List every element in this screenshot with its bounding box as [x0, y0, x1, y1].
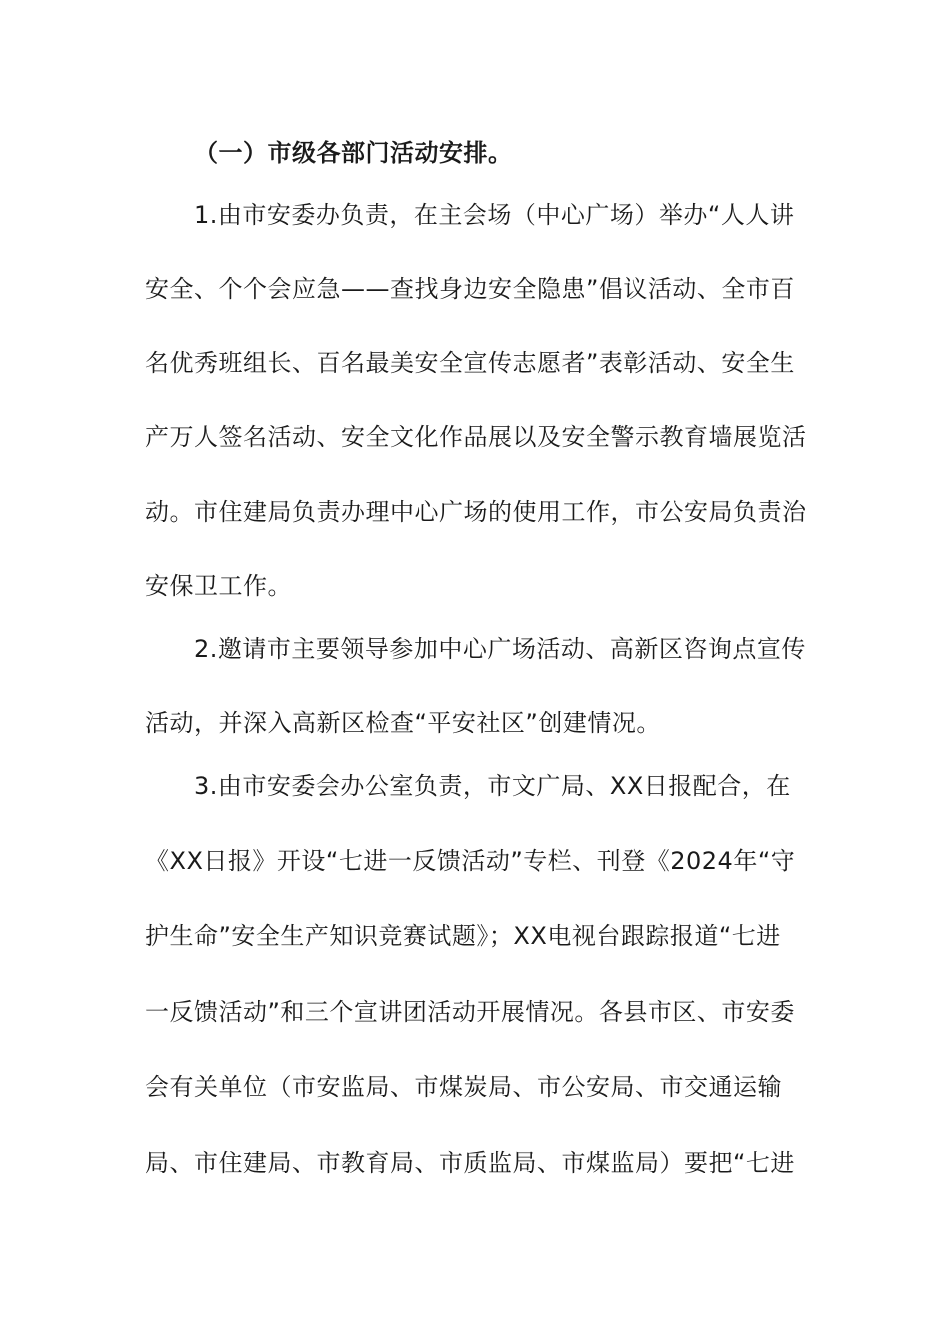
paragraph-3-line-3: 护生命”安全生产知识竞赛试题》；XX电视台跟踪报道“七进	[145, 922, 781, 950]
paragraph-3-line-5: 会有关单位（市安监局、市煤炭局、市公安局、市交通运输	[145, 1073, 782, 1101]
paragraph-2-line-1: 2.邀请市主要领导参加中心广场活动、高新区咨询点宣传	[194, 635, 806, 663]
paragraph-1-line-4: 产万人签名活动、安全文化作品展以及安全警示教育墙展览活	[145, 423, 807, 451]
paragraph-2-line-2: 活动，并深入高新区检查“平安社区”创建情况。	[145, 709, 661, 737]
paragraph-1-line-5: 动。市住建局负责办理中心广场的使用工作，市公安局负责治	[145, 498, 807, 526]
paragraph-1-line-2: 安全、个个会应急——查找身边安全隐患”倡议活动、全市百	[145, 275, 795, 303]
paragraph-3-line-2: 《XX日报》开设“七进一反馈活动”专栏、刊登《2024年“守	[145, 847, 796, 875]
paragraph-1-line-1: 1.由市安委办负责，在主会场（中心广场）举办“人人讲	[194, 201, 795, 229]
paragraph-3-line-1: 3.由市安委会办公室负责，市文广局、XX日报配合，在	[194, 772, 791, 800]
paragraph-3-line-4: 一反馈活动”和三个宣讲团活动开展情况。各县市区、市安委	[145, 998, 795, 1026]
paragraph-1-line-6: 安保卫工作。	[145, 572, 292, 600]
section-heading: （一）市级各部门活动安排。	[194, 139, 513, 167]
paragraph-1-line-3: 名优秀班组长、百名最美安全宣传志愿者”表彰活动、安全生	[145, 349, 795, 377]
paragraph-3-line-6: 局、市住建局、市教育局、市质监局、市煤监局）要把“七进	[145, 1149, 795, 1177]
